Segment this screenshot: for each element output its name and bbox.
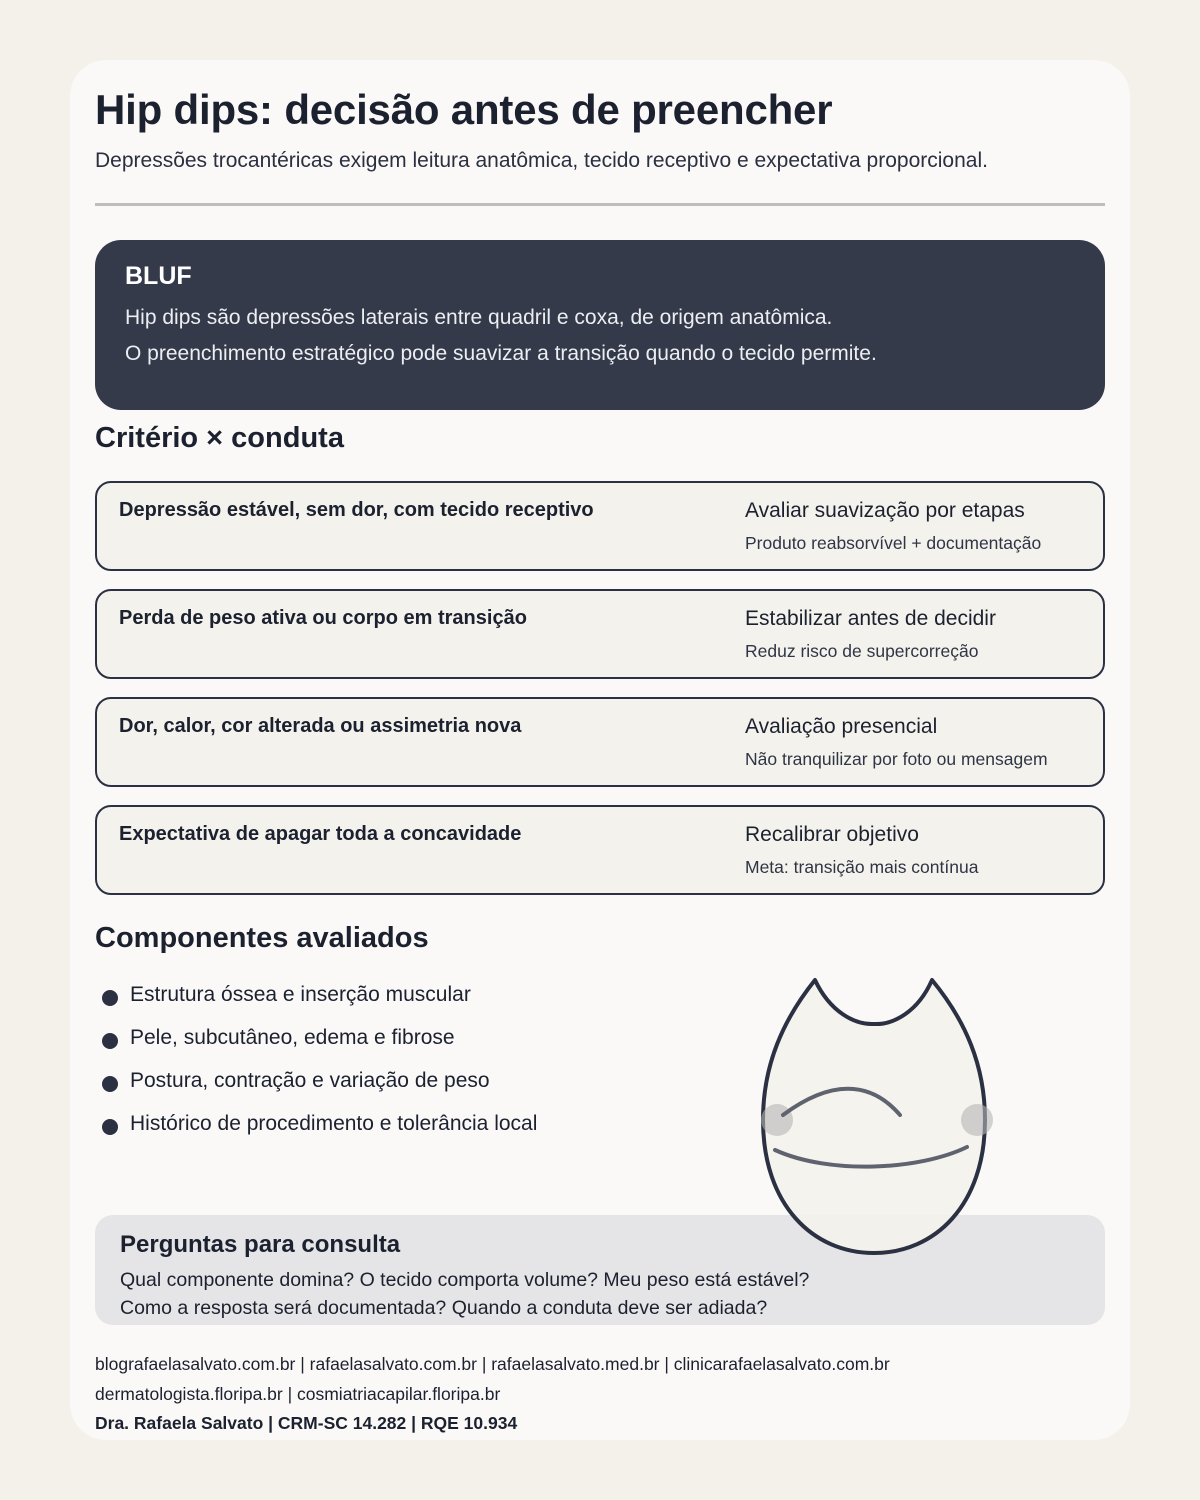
faq-line: Qual componente domina? O tecido comporta volume? Meu peso está estável? (120, 1269, 810, 1291)
list-item-text: Pele, subcutâneo, edema e fibrose (130, 1026, 455, 1049)
faq-line: Como a resposta será documentada? Quando a conduta deve ser adiada? (120, 1297, 768, 1319)
bluf-line: O preenchimento estratégico pode suavizar a transição quando o tecido permite. (125, 342, 877, 365)
divider (95, 203, 1105, 206)
list-item-text: Histórico de procedimento e tolerância local (130, 1112, 538, 1135)
criteria-row (95, 805, 1105, 895)
criteria-heading: Critério × conduta (95, 422, 344, 454)
action-note: Meta: transição mais contínua (745, 857, 979, 877)
list-item-text: Estrutura óssea e inserção muscular (130, 983, 471, 1006)
bluf-panel (95, 240, 1105, 410)
bullet-icon (102, 990, 118, 1006)
hip-dip-right (961, 1104, 993, 1136)
footer-sites: dermatologista.floripa.br | cosmiatriacapilar.floripa.br (95, 1384, 501, 1404)
bullet-icon (102, 1119, 118, 1135)
criteria-row (95, 589, 1105, 679)
faq-title: Perguntas para consulta (120, 1231, 401, 1258)
criteria-row (95, 697, 1105, 787)
page-subtitle: Depressões trocantéricas exigem leitura anatômica, tecido receptivo e expectativa proporcional. (95, 149, 988, 172)
action-note: Reduz risco de supercorreção (745, 641, 979, 661)
action-text: Avaliação presencial (745, 715, 938, 738)
hip-outline (763, 980, 985, 1253)
bullet-icon (102, 1076, 118, 1092)
hip-dip-left (761, 1104, 793, 1136)
footer-credentials: Dra. Rafaela Salvato | CRM-SC 14.282 | RQE 10.934 (95, 1413, 518, 1433)
action-text: Recalibrar objetivo (745, 823, 919, 846)
footer-sites: blografaelasalvato.com.br | rafaelasalvato.com.br | rafaelasalvato.med.br | clinicarafaelasalvato.com.br (95, 1354, 890, 1374)
action-note: Não tranquilizar por foto ou mensagem (745, 749, 1048, 769)
criterion-text: Expectativa de apagar toda a concavidade (119, 823, 522, 845)
page-title: Hip dips: decisão antes de preencher (95, 86, 833, 133)
hip-silhouette-icon (740, 960, 1020, 1270)
criteria-row (95, 481, 1105, 571)
criterion-text: Dor, calor, cor alterada ou assimetria nova (119, 715, 522, 737)
bullet-icon (102, 1033, 118, 1049)
action-text: Avaliar suavização por etapas (745, 499, 1025, 522)
criterion-text: Perda de peso ativa ou corpo em transição (119, 607, 527, 629)
list-item-text: Postura, contração e variação de peso (130, 1069, 490, 1092)
criterion-text: Depressão estável, sem dor, com tecido receptivo (119, 499, 594, 521)
bluf-line: Hip dips são depressões laterais entre quadril e coxa, de origem anatômica. (125, 306, 833, 329)
action-text: Estabilizar antes de decidir (745, 607, 996, 630)
action-note: Produto reabsorvível + documentação (745, 533, 1042, 553)
components-heading: Componentes avaliados (95, 922, 429, 954)
bluf-title: BLUF (125, 262, 192, 290)
